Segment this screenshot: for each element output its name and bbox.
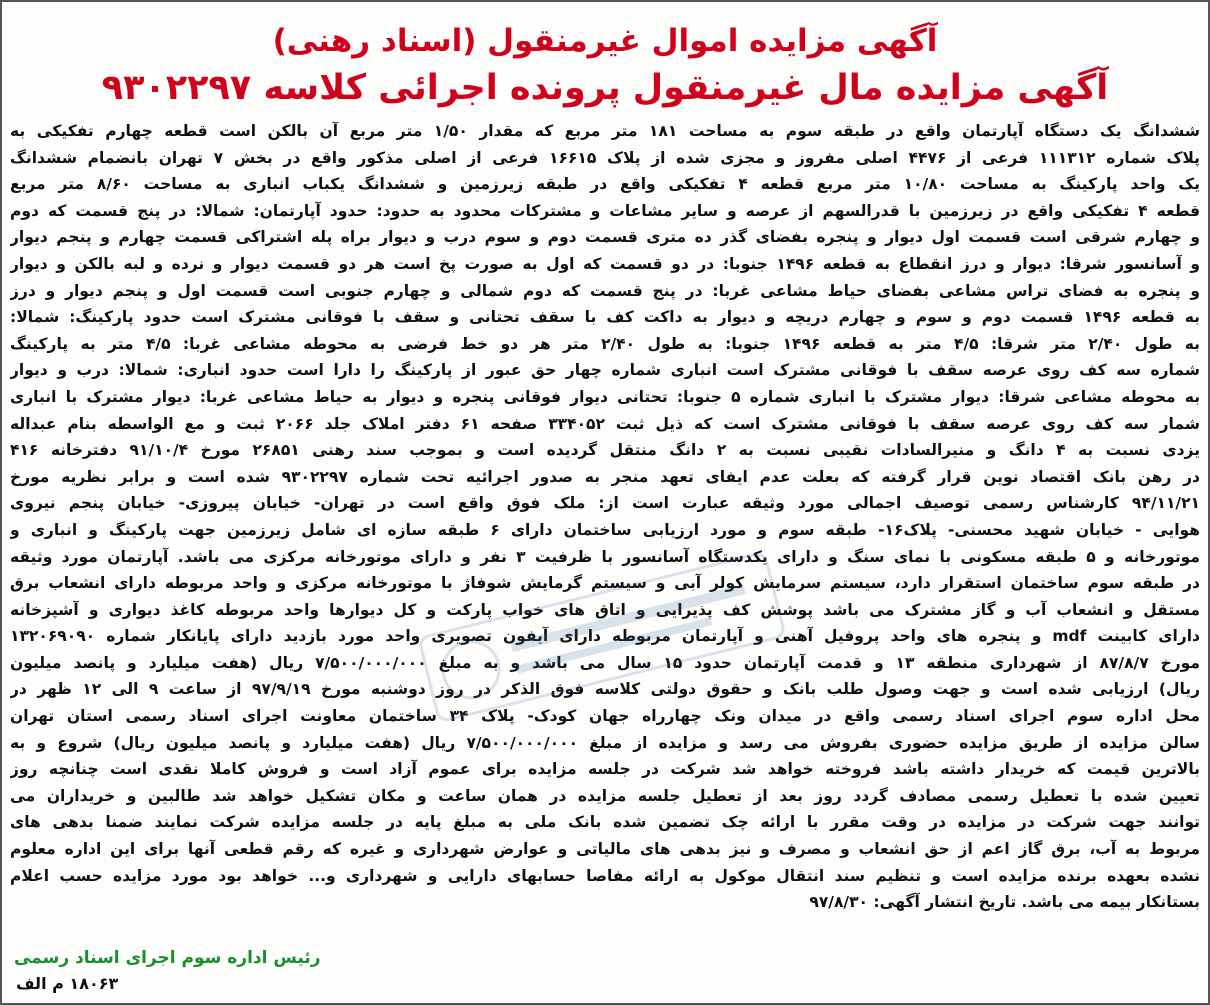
body-line: و چهارم شرقی است قسمت اول دیوار و پنجره بفضای گذر ده متری قسمت دوم و سوم درب و دیوار براه پله اشتراکی قسمت چهارم و پنجم دیوار [10,228,1200,247]
body-line: هوایی - خیابان شهید محسنی- پلاک۱۶- طبقه سوم و مورد ارزیابی ساختمان دارای ۶ طبقه سازه ای شامل زیرزمین جهت پارکینگ و انباری و [10,520,1200,539]
body-line: توانند جهت شرکت در مزایده در وقت مقرر با ارائه چک تضمین شده بانک ملی به مبلغ پایه در جلسه مزایده شرکت نمایند ضمنا بدهی های [10,813,1200,832]
body-line: و آسانسور شرقا: دیوار و درز انقطاع به قطعه ۱۴۹۶ جنوبا: در دو قسمت که اول به صورت پخ است هر دو قسمت دیوار و نرده و لبه بالکن و دیوار [10,254,1200,273]
body-line: یک واحد پارکینگ به مساحت ۱۰/۸۰ متر مربع قطعه ۴ تفکیکی واقع در طبقه زیرزمین و ششدانگ یکباب انباری به مساحت ۸/۶۰ متر مربع [10,175,1200,194]
reference-number: ۱۸۰۶۳ م الف [16,974,119,993]
body-line: شماره سه کف روی عرصه سقف با فوقانی مشترک است انباری شماره چهار حق عبور از پارکینگ را دارا است حدود انباری: شمالا: درب و دیوار [10,361,1200,380]
body-line: سالن مزایده از طریق مزایده حضوری بفروش می رسد و مزایده از مبلغ ۷/۵۰۰/۰۰۰/۰۰۰ ریال (هفت میلیارد و پانصد میلیون ریال) شروع و به [10,733,1200,752]
body-line: موتورخانه و ۵ طبقه مسکونی با نمای سنگ و دارای یکدستگاه آسانسور با ظرفیت ۳ نفر و دارای موتورخانه مرکزی می باشد. آپارتمان مورد وثیقه [10,547,1200,566]
body-line: به قطعه ۱۴۹۶ قسمت دوم و سوم و چهارم دریچه و دیوار به داکت کف با سقف تحتانی و سقف با فوقانی مشترک است حدود پارکینگ: شمالا: [10,308,1200,327]
body-line: تعیین شده با تعطیل رسمی مصادف گردد روز بعد از تعطیل جلسه مزایده در همان ساعت و مکان تشکیل خواهد شد طالبین و خریداران می [10,786,1200,805]
signature-line: رئیس اداره سوم اجرای اسناد رسمی [14,948,321,968]
body-line: محل اداره سوم اجرای اسناد رسمی واقع در میدان ونک چهارراه جهان کودک- پلاک ۳۴ ساختمان معاونت اجرای اسناد رسمی استان تهران [10,707,1200,726]
body-line: مورخ ۸۷/۸/۷ از شهرداری منطقه ۱۳ و قدمت آپارتمان حدود ۱۵ سال می باشد و به مبلغ ۷/۵۰۰/۰۰۰/۰۰۰ ریال (هفت میلیارد و پانصد میلیون [10,653,1200,672]
body-line: ششدانگ یک دستگاه آپارتمان واقع در طبقه سوم به مساحت ۱۸۱ متر مربع که مقدار ۱/۵۰ متر مربع آن بالکن است قطعه چهارم تفکیکی به [10,122,1200,140]
body-line: پلاک شماره ۱۱۱۳۱۲ فرعی از ۴۴۷۶ اصلی مفروز و مجزی شده از پلاک ۱۶۶۱۵ فرعی از اصلی مذکور واقع در بخش ۷ تهران بانضمام ششدانگ [10,148,1200,167]
body-line: بستانکار بیمه می باشد. تاریخ انتشار آگهی: ۹۷/۸/۳۰ [809,893,1200,912]
body-line: ریال) ارزیابی شده است و جهت وصول طلب بانک و حقوق دولتی کلاسه فوق الذکر در روز دوشنبه مورخ ۹۷/۹/۱۹ از ساعت ۹ الی ۱۲ ظهر در [10,680,1200,699]
body-line: یزدی نسبت به ۴ دانگ و منیرالسادات نقیبی نسبت به ۲ دانگ منتقل گردیده است و بموجب سند رهنی ۲۶۸۵۱ مورخ ۹۱/۱۰/۴ دفترخانه ۴۱۶ [10,441,1200,460]
notice-title: آگهی مزایده اموال غیرمنقول (اسناد رهنی) [272,23,938,59]
body-line: شمار سه کف روی عرصه سقف با فوقانی مشترک است که ذیل ثبت ۳۳۴۰۵۲ صفحه ۶۱ دفتر املاک جلد ۲۰۶۶ ثبت و مع الواسطه بنام عبداله [10,414,1200,433]
body-line: به محوطه مشاعی شرقا: دیوار مشترک با انباری شماره ۵ جنوبا: تحتانی دیوار فوقانی پنجره و دیوار به حیاط مشاعی غربا: دیوار مشترک با انباری [10,387,1200,406]
body-line: قطعه ۴ تفکیکی واقع در زیرزمین با قدرالسهم از عرصه و سایر مشاعات و مشترکات محدود به حدود: حدود آپارتمان: شمالا: در پنج قسمت که دوم [10,201,1200,220]
body-line: دارای کابینت mdf و پنجره های واحد پروفیل آهنی و آپارتمان مربوطه دارای آیفون تصویری واحد مورد بازدید دارای پایانکار شماره ۱۳۲۰۶۹۰۹۰ [10,627,1200,646]
notice-body [10,118,1200,916]
body-line: در طبقه سوم ساختمان استقرار دارد، سیستم سرمایش کولر آبی و سیستم گرمایش شوفاژ با موتورخانه مرکزی و واحد مربوطه دارای انشعاب برق [10,574,1200,593]
body-line: مستقل و انشعاب آب و گاز مشترک می باشد پوشش کف پذیرایی و اتاق های خواب پارکت و کل دیوارها واحد مربوطه کاغذ دیواری و آشپزخانه [10,600,1200,619]
notice-subtitle: آگهی مزایده مال غیرمنقول پرونده اجرائی کلاسه ۹۳۰۲۲۹۷ [101,68,1109,108]
body-line: به طول ۲/۴۰ متر شرقا: ۴/۵ متر به قطعه ۱۴۹۶ جنوبا: به طول ۲/۴۰ متر هر دو خط فرضی به محوطه مشاعی غربا: ۴/۵ متر به پارکینگ [10,334,1200,353]
body-line: بالاترین قیمت که خریدار داشته باشد فروخته خواهد شد شرکت در جلسه مزایده برای عموم آزاد است و فروش کاملا نقدی است چنانچه روز [10,760,1200,779]
body-line: مربوط به آب، برق گاز اعم از حق انشعاب و مصرف و نیز بدهی های مالیاتی و عوارض شهرداری و غیره که رقم قطعی آنها برای این اداره معلوم [10,840,1200,859]
body-line: در رهن بانک اقتصاد نوین قرار گرفته که بعلت عدم ایفای تعهد منجر به صدور اجرائیه تحت شماره ۹۳۰۲۲۹۷ شده است و برابر نظریه مورخ [10,467,1200,486]
body-line: نشده بعهده برنده مزایده است و تنظیم سند انتقال موکول به ارائه مفاصا حسابهای دارایی و شهرداری و... خواهد بود مورد مزایده حسب اعلام [10,866,1200,885]
body-line: و پنجره به فضای تراس مشاعی بفضای حیاط مشاعی غربا: در پنج قسمت که دوم شمالی و چهارم جنوبی است قسمت اول و پنجم دیوار و درز [10,281,1200,300]
body-line: ۹۴/۱۱/۲۱ کارشناس رسمی توصیف اجمالی مورد وثیقه عبارت است از: ملک فوق واقع است در تهران- خیابان پیروزی- خیابان پنجم نیروی [10,494,1200,513]
